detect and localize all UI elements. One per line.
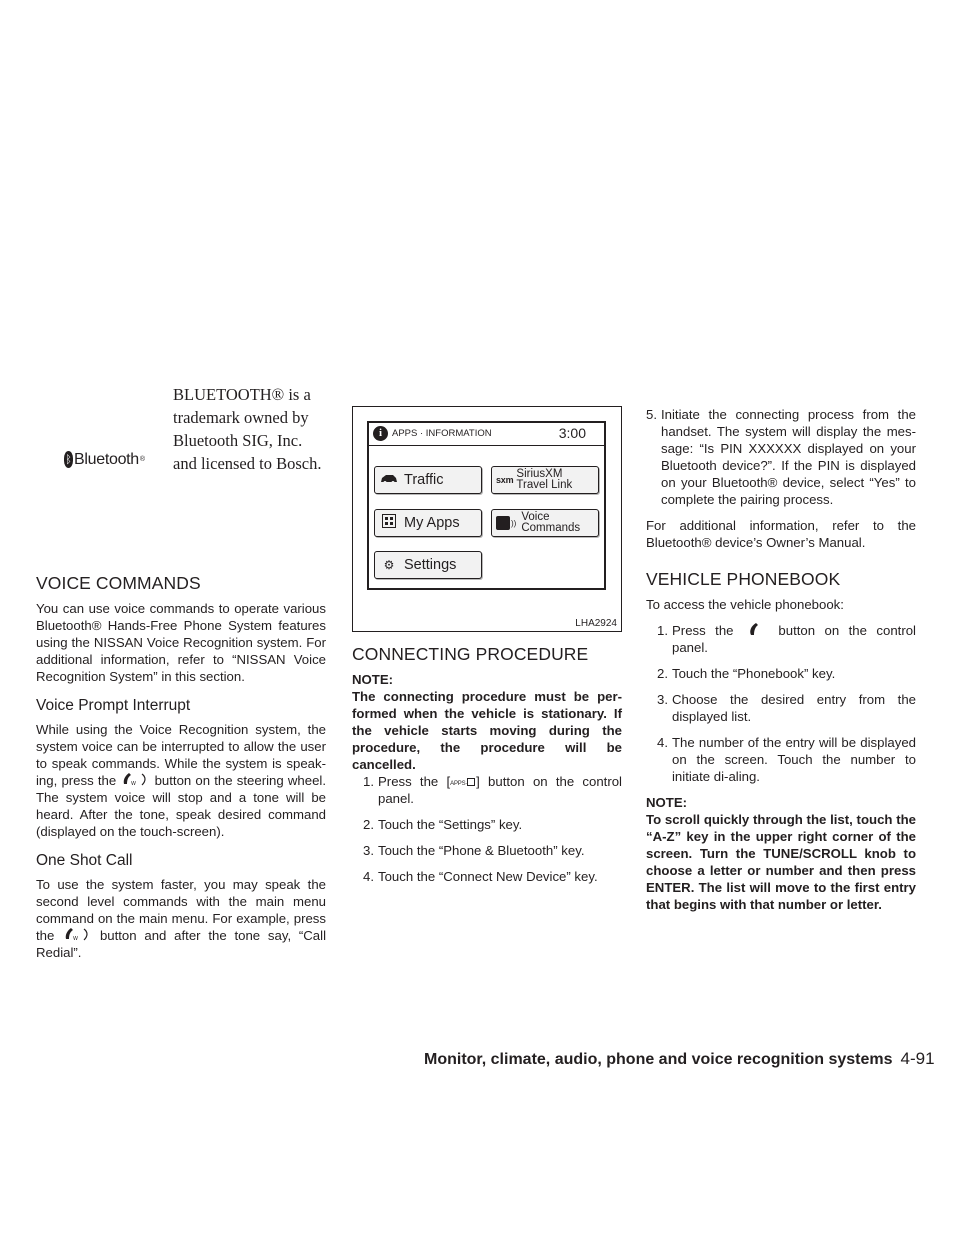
step-text-after: button on the control panel. xyxy=(672,623,916,655)
one-shot-text-before: To use the system faster, you may speak the second level commands with the main menu command on the main menu. For example, press the xyxy=(36,877,326,943)
page-footer xyxy=(424,1049,935,1069)
vehicle-phonebook-heading: VEHICLE PHONEBOOK xyxy=(646,569,841,589)
step-text-before: Press the [ xyxy=(378,774,451,789)
step-number: 1. xyxy=(657,623,668,638)
step-number: 4. xyxy=(657,735,668,750)
step-number: 1. xyxy=(363,774,374,789)
list-item xyxy=(352,842,622,859)
phonebook-note-body: To scroll quickly through the list, touch the “A-Z” key in the upper right corner of the screen. Turn the TUNE/SCROLL knob to choose a letter or number and then press ENTER. The list will move to the first entry that begins with that number or letter. xyxy=(646,812,916,912)
step-text-before: Press the xyxy=(672,623,734,638)
svg-text:W: W xyxy=(131,781,137,786)
gear-icon: ⚙ xyxy=(383,557,395,572)
phonebook-note-label: NOTE: xyxy=(646,795,688,810)
one-shot-text-after: button and after the tone say, “Call Redial”. xyxy=(36,928,327,960)
figure-id: LHA2924 xyxy=(575,618,617,629)
talk-button-icon xyxy=(62,927,92,941)
phonebook-steps xyxy=(646,622,916,785)
voice-label-line1: Voice xyxy=(521,511,550,523)
list-item xyxy=(352,868,622,885)
left-column xyxy=(36,383,326,961)
connecting-note-body: The connecting procedure must be per-formed when the vehicle is stationary. If the vehicle starts moving during the procedure, the procedure will be cancelled. xyxy=(352,689,622,772)
middle-column xyxy=(352,406,622,894)
apps-grid-icon xyxy=(378,514,400,533)
list-item xyxy=(646,665,916,682)
voice-recognition-icon xyxy=(496,516,510,530)
siriusxm-label-line1: SiriusXM xyxy=(516,468,563,480)
step-text: Initiate the connecting process from the handset. The system will display the mes-sage: “Is PIN XXXXXX displayed on your Bluetooth device?”. If the PIN is displayed on your Bluetooth® device, select “Yes” to complete the pairing process. xyxy=(661,407,916,507)
list-item xyxy=(646,691,916,725)
siriusxm-key-label xyxy=(516,469,572,491)
bluetooth-trademark-notice: BLUETOOTH® is a trademark owned by Bluetooth SIG, Inc. and licensed to Bosch. xyxy=(173,385,322,473)
voice-prompt-interrupt-heading: Voice Prompt Interrupt xyxy=(36,697,191,714)
voice-prompt-text-before: While using the Voice Recognition system, the system voice can be interrupted to allow the user to speak commands. While the system is speak-ing, press the xyxy=(36,722,326,788)
touch-screen-display xyxy=(367,421,606,590)
traffic-key-label: Traffic xyxy=(404,471,444,488)
step-number: 5. xyxy=(646,407,657,422)
list-item xyxy=(352,773,622,807)
connecting-note-label: NOTE: xyxy=(352,672,394,687)
voice-commands-heading: VOICE COMMANDS xyxy=(36,573,201,593)
bluetooth-logo-registered: ® xyxy=(139,456,146,463)
svg-text:W: W xyxy=(73,936,79,941)
apps-icon-text: APPS· xyxy=(450,781,468,787)
list-item xyxy=(352,816,622,833)
bluetooth-logo-word: Bluetooth xyxy=(74,451,139,468)
bluetooth-rune-icon: ᛒ xyxy=(65,453,72,466)
step-number: 2. xyxy=(363,817,374,832)
bluetooth-logo xyxy=(64,451,145,468)
step-text-after: ] button on the control panel. xyxy=(378,774,622,806)
step-text xyxy=(378,773,622,807)
connecting-additional-info: For additional information, refer to the Bluetooth® device’s Owner’s Manual. xyxy=(646,518,916,550)
my-apps-key-label: My Apps xyxy=(404,514,460,531)
step-number: 4. xyxy=(363,869,374,884)
apps-button-icon xyxy=(450,778,476,787)
traffic-key[interactable] xyxy=(374,466,482,494)
right-column xyxy=(646,406,916,913)
step-number: 3. xyxy=(657,692,668,707)
phone-button-icon xyxy=(743,622,769,636)
one-shot-call-heading: One Shot Call xyxy=(36,852,133,869)
step-number: 3. xyxy=(363,843,374,858)
bluetooth-trademark-block xyxy=(36,383,326,573)
step-text: Touch the “Connect New Device” key. xyxy=(378,869,598,884)
step-text: The number of the entry will be displayed on the screen. Touch the number to initiate di-aling. xyxy=(672,735,916,784)
footer-section-title: Monitor, climate, audio, phone and voice recognition systems xyxy=(424,1051,893,1068)
car-icon xyxy=(378,472,400,489)
vehicle-phonebook-intro: To access the vehicle phonebook: xyxy=(646,597,844,612)
settings-key[interactable] xyxy=(374,551,482,579)
step-number: 2. xyxy=(657,666,668,681)
voice-commands-key-label xyxy=(521,512,580,534)
one-shot-call-body xyxy=(36,876,326,961)
voice-prompt-text-after: button on the steering wheel. The system voice will stop and a tone will be heard. After the tone, speak desired command (displayed on the touch-screen). xyxy=(36,773,326,839)
apps-information-screen-figure xyxy=(352,406,622,632)
voice-label-line2: Commands xyxy=(521,522,581,534)
siriusxm-travel-link-key[interactable] xyxy=(491,466,599,494)
list-item xyxy=(646,734,916,785)
list-item xyxy=(646,406,916,508)
screen-clock: 3:00 xyxy=(558,425,586,441)
connecting-steps xyxy=(352,773,622,885)
sound-wave-icon: )) xyxy=(511,518,517,528)
settings-key-label: Settings xyxy=(404,556,457,573)
list-item xyxy=(646,622,916,656)
page-number: 4-91 xyxy=(900,1049,935,1068)
step-text: Touch the “Phone & Bluetooth” key. xyxy=(378,843,585,858)
screen-title: APPS · INFORMATION xyxy=(392,428,492,439)
step-text: Choose the desired entry from the displayed list. xyxy=(672,692,916,724)
siriusxm-label-line2: Travel Link xyxy=(516,479,573,491)
voice-commands-key[interactable] xyxy=(491,509,599,537)
info-icon: i xyxy=(373,426,388,441)
my-apps-key[interactable] xyxy=(374,509,482,537)
step-text xyxy=(672,622,916,656)
connecting-steps-continued xyxy=(646,406,916,508)
talk-button-icon xyxy=(120,772,150,786)
connecting-procedure-heading: CONNECTING PROCEDURE xyxy=(352,644,589,664)
screen-header xyxy=(369,423,604,446)
sxm-logo-icon: sxm xyxy=(496,474,514,485)
voice-commands-body: You can use voice commands to operate various Bluetooth® Hands-Free Phone System features using the NISSAN Voice Recognition system. For additional information, refer to “NISSAN Voice Recognition System” in this section. xyxy=(36,601,326,684)
step-text: Touch the “Phonebook” key. xyxy=(672,666,836,681)
voice-prompt-interrupt-body xyxy=(36,721,326,840)
step-text: Touch the “Settings” key. xyxy=(378,817,523,832)
